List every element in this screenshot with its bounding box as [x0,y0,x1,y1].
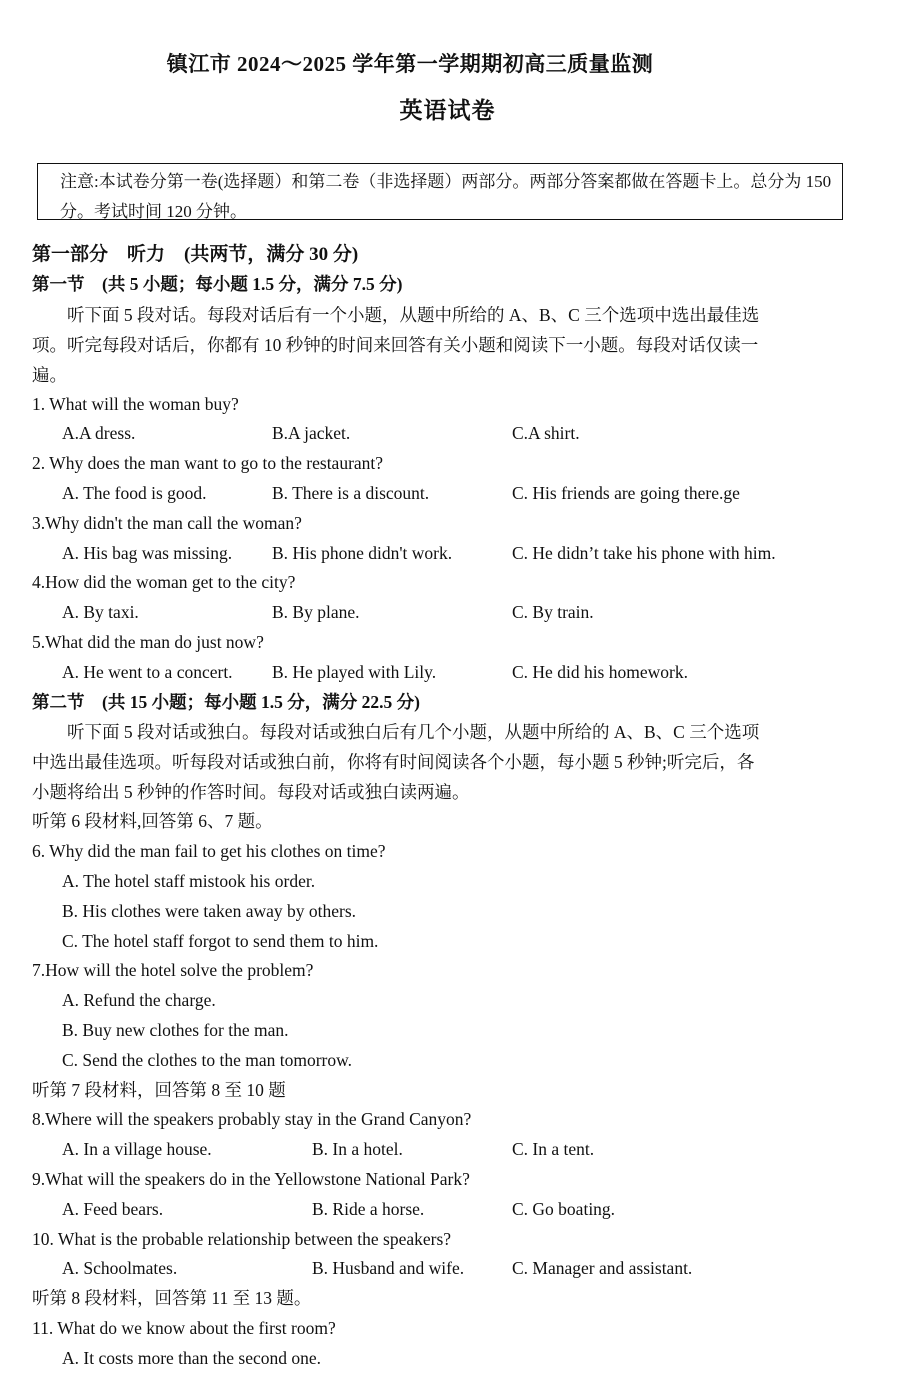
question-3: 3.Why didn't the man call the woman? [32,512,302,533]
question-10-options [32,1254,867,1284]
section2-instructions-line: 小题将给出 5 秒钟的作答时间。每段对话或独白读两遍。 [32,782,470,803]
question-1: 1. What will the woman buy? [32,393,239,414]
question-4-options [32,598,867,628]
exam-title: 镇江市 2024～2025 学年第一学期期初高三质量监测 [166,52,654,76]
option-c: C. In a tent. [512,1139,595,1160]
option-b: B. There is a discount. [272,482,430,503]
section2-instructions-line: 中选出最佳选项。听每段对话或独白前，你将有时间阅读各个小题，每小题 5 秒钟;听完后，各 [32,752,755,773]
section1-heading: 第一节 (共 5 小题；每小题 1.5 分，满分 7.5 分) [32,273,403,294]
section2-heading: 第二节 (共 15 小题；每小题 1.5 分，满分 22.5 分) [32,691,420,712]
option-b: B. His clothes were taken away by others. [62,900,357,921]
option-c: C.A shirt. [512,423,580,444]
question-8-options [32,1135,867,1165]
section1-instructions-line: 听下面 5 段对话。每段对话后有一个小题，从题中所给的 A、B、C 三个选项中选出最佳选 [67,304,760,325]
option-a: A. In a village house. [62,1139,212,1160]
material-8-heading: 听第 8 段材料，回答第 11 至 13 题。 [32,1288,312,1309]
option-b: B. By plane. [272,602,360,623]
option-b: B. In a hotel. [312,1139,403,1160]
option-a: A. By taxi. [62,602,139,623]
question-10: 10. What is the probable relationship between the speakers? [32,1228,452,1249]
option-c: C. By train. [512,602,594,623]
question-5: 5.What did the man do just now? [32,631,264,652]
option-c: C. Send the clothes to the man tomorrow. [62,1049,352,1070]
option-c: C. He did his homework. [512,661,688,682]
question-9: 9.What will the speakers do in the Yellowstone National Park? [32,1168,470,1189]
exam-subtitle: 英语试卷 [399,98,496,123]
option-c: C. Manager and assistant. [512,1258,693,1279]
material-7-heading: 听第 7 段材料，回答第 8 至 10 题 [32,1079,286,1100]
option-a: A. His bag was missing. [62,542,233,563]
option-b: B. Buy new clothes for the man. [62,1019,289,1040]
option-a: A. Feed bears. [62,1198,164,1219]
question-2-options [32,479,867,509]
option-c: C. His friends are going there.ge [512,482,740,503]
option-c: C. He didn’t take his phone with him. [512,542,776,563]
material-6-heading: 听第 6 段材料,回答第 6、7 题。 [32,811,273,832]
option-c: C. Go boating. [512,1198,616,1219]
section1-instructions-line: 项。听完每段对话后，你都有 10 秒钟的时间来回答有关小题和阅读下一小题。每段对话仅读一 [32,334,759,355]
option-a: A.A dress. [62,423,136,444]
option-a: A. The hotel staff mistook his order. [62,870,316,891]
question-2: 2. Why does the man want to go to the restaurant? [32,453,384,474]
question-3-options [32,539,867,569]
option-b: B. His phone didn't work. [272,542,453,563]
exam-body [32,240,867,1374]
section1-instructions-line: 遍。 [32,364,67,385]
section2-instructions-line: 听下面 5 段对话或独白。每段对话或独白后有几个小题，从题中所给的 A、B、C 三个选项 [67,722,760,743]
question-11: 11. What do we know about the first room? [32,1317,336,1338]
option-a: A. Schoolmates. [62,1258,178,1279]
notice-box: 注意:本试卷分第一卷(选择题）和第二卷（非选择题）两部分。两部分答案都做在答题卡上。总分为 150 分。考试时间 120 分钟。 [37,163,843,220]
option-b: B. Ride a horse. [312,1198,425,1219]
question-9-options [32,1195,867,1225]
option-b: B.A jacket. [272,423,351,444]
option-a: A. The food is good. [62,482,207,503]
option-a: A. It costs more than the second one. [62,1347,322,1368]
option-b: B. He played with Lily. [272,661,437,682]
question-5-options [32,658,867,688]
option-a: A. He went to a concert. [62,661,233,682]
question-4: 4.How did the woman get to the city? [32,572,296,593]
option-a: A. Refund the charge. [62,990,216,1011]
question-6: 6. Why did the man fail to get his clothes on time? [32,841,386,862]
question-1-options [32,419,867,449]
option-c: C. The hotel staff forgot to send them to him. [62,930,379,951]
question-7: 7.How will the hotel solve the problem? [32,960,314,981]
option-b: B. Husband and wife. [312,1258,465,1279]
question-8: 8.Where will the speakers probably stay in the Grand Canyon? [32,1109,472,1130]
part1-heading: 第一部分 听力 (共两节，满分 30 分) [32,244,359,265]
